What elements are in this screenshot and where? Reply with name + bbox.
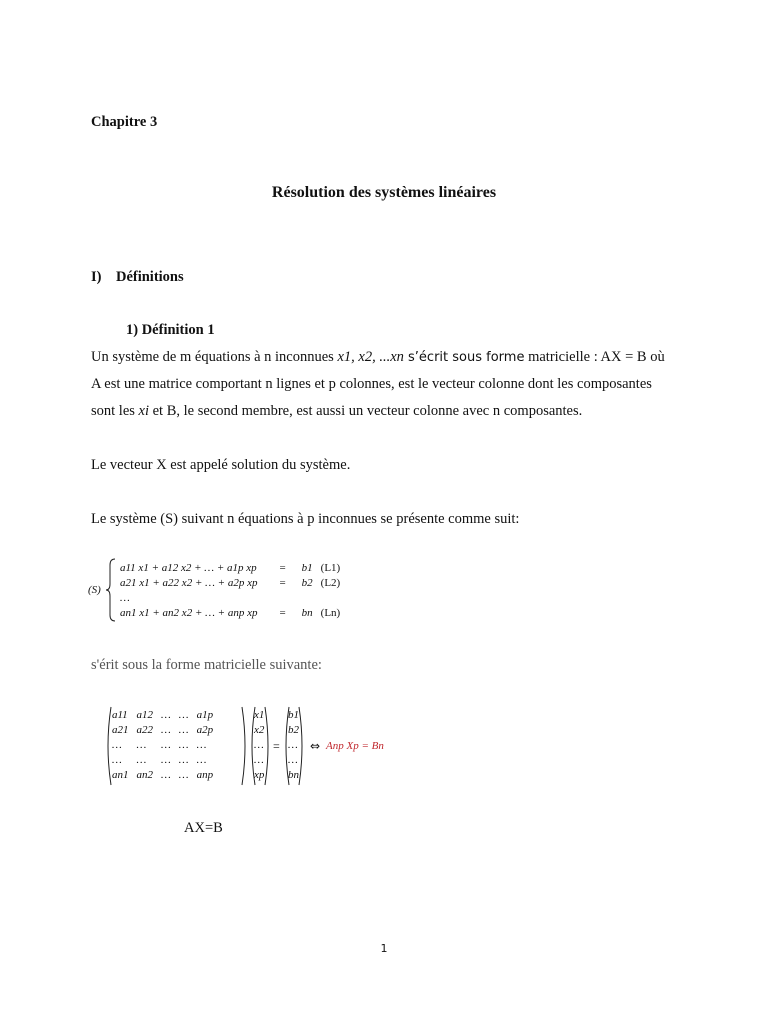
vector-cell: …: [288, 738, 298, 751]
row-rhs: bn: [301, 606, 313, 619]
definition-line-3: [91, 398, 691, 425]
matrix-row: [108, 722, 217, 737]
row-eq: =: [279, 561, 286, 574]
definition-text: sont les: [91, 403, 139, 419]
chapter-heading: Chapitre 3: [91, 114, 158, 130]
equivalence-arrow: ⇔: [310, 739, 321, 753]
row-tag: (Ln): [320, 606, 341, 619]
row-eq: =: [279, 606, 286, 619]
row-tag: [317, 590, 345, 605]
vector-cell: x2: [254, 723, 265, 736]
vector-cell: xp: [254, 768, 265, 781]
row-rhs: b2: [301, 576, 313, 589]
matrix-cell: …: [178, 708, 189, 721]
linear-system: [88, 557, 348, 623]
section-heading: I) Définitions: [91, 269, 184, 285]
axb-equation: AX=B: [184, 820, 223, 836]
definition-text: et B, le second membre, est aussi un vecteur colonne avec n composantes.: [149, 403, 583, 419]
definition-line-1: [91, 344, 691, 371]
matrix-a: [108, 707, 217, 782]
definition-text: Un système de m équations à n inconnues: [91, 349, 338, 365]
matrix-cell: a22: [136, 723, 153, 736]
matrix-cell: an2: [136, 768, 153, 781]
system-equations: [116, 560, 344, 620]
vector-cell: …: [288, 753, 298, 766]
matrix-cell: …: [136, 738, 147, 751]
matrix-cell: …: [136, 753, 147, 766]
vector-cell: bn: [288, 768, 299, 781]
matrix-cell: …: [161, 723, 171, 736]
matrix-cell: …: [161, 708, 171, 721]
vector-cell: …: [254, 738, 264, 751]
system-intro-sentence: Le système (S) suivant n équations à p inconnues se présente comme suit:: [91, 511, 520, 527]
row-lhs: a11 x1 + a12 x2 + … + a1p xp: [120, 561, 257, 574]
vector-b-right-paren: [298, 706, 306, 786]
page-title: Résolution des systèmes linéaires: [271, 184, 497, 201]
matrix-cell: …: [161, 768, 171, 781]
matrix-cell: …: [196, 753, 207, 766]
matrix-cell: a1p: [196, 708, 214, 721]
matrix-cell: …: [112, 738, 122, 751]
system-row: [116, 575, 344, 590]
compact-equation: Anp Xp = Bn: [326, 740, 384, 752]
matrix-cell: …: [161, 753, 171, 766]
equals-sign: =: [273, 739, 280, 753]
row-lhs: an1 x1 + an2 x2 + … + anp xp: [120, 606, 258, 619]
vector-cell: x1: [254, 708, 265, 721]
row-lhs: …: [120, 591, 130, 604]
vector-x-right-paren: [264, 706, 272, 786]
matrix-row: [108, 767, 217, 782]
matrix-equation: [104, 706, 424, 786]
row-rhs: [290, 590, 317, 605]
row-lhs: a21 x1 + a22 x2 + … + a2p xp: [120, 576, 258, 589]
row-rhs: b1: [301, 561, 313, 574]
matrix-row: [108, 707, 217, 722]
vector-cell: b2: [288, 723, 299, 736]
system-row: [116, 605, 344, 620]
matrix-cell: an1: [112, 768, 129, 781]
subsection-heading: 1) Définition 1: [126, 322, 215, 338]
unknowns-list: x1, x2, ...xn: [337, 349, 404, 365]
solution-sentence: Le vecteur X est appelé solution du système.: [91, 457, 351, 473]
variable-xi: xi: [138, 403, 149, 419]
system-row: [116, 590, 344, 605]
vector-cell: …: [254, 753, 264, 766]
matrix-cell: …: [161, 738, 171, 751]
matrix-row: [108, 752, 217, 767]
row-eq: [261, 590, 289, 605]
definition-paragraph: [91, 344, 691, 425]
definition-text: matricielle : AX = B où: [524, 349, 665, 365]
vector-cell: b1: [288, 708, 299, 721]
matrix-cell: a21: [112, 723, 129, 736]
row-eq: =: [279, 576, 286, 589]
matrix-cell: anp: [196, 768, 214, 781]
matrix-cell: …: [178, 753, 189, 766]
definition-line-2: A est une matrice comportant n lignes et p colonnes, est le vecteur colonne dont les composantes: [91, 376, 652, 392]
system-label: (S): [88, 584, 101, 596]
row-tag: (L1): [320, 561, 341, 574]
matrix-cell: a12: [136, 708, 153, 721]
row-tag: (L2): [320, 576, 341, 589]
matrix-cell: …: [178, 738, 189, 751]
matrix-cell: …: [112, 753, 122, 766]
matrix-cell: …: [178, 768, 189, 781]
page-number: 1: [380, 942, 388, 955]
matrix-cell: a2p: [196, 723, 214, 736]
matrix-row: [108, 737, 217, 752]
matrix-cell: …: [178, 723, 189, 736]
system-row: [116, 560, 344, 575]
matrix-intro-sentence: s'érit sous la forme matricielle suivante:: [91, 657, 322, 673]
matrix-cell: a11: [112, 708, 128, 721]
matrix-cell: …: [196, 738, 207, 751]
definition-text: s’écrit sous forme: [403, 350, 525, 365]
